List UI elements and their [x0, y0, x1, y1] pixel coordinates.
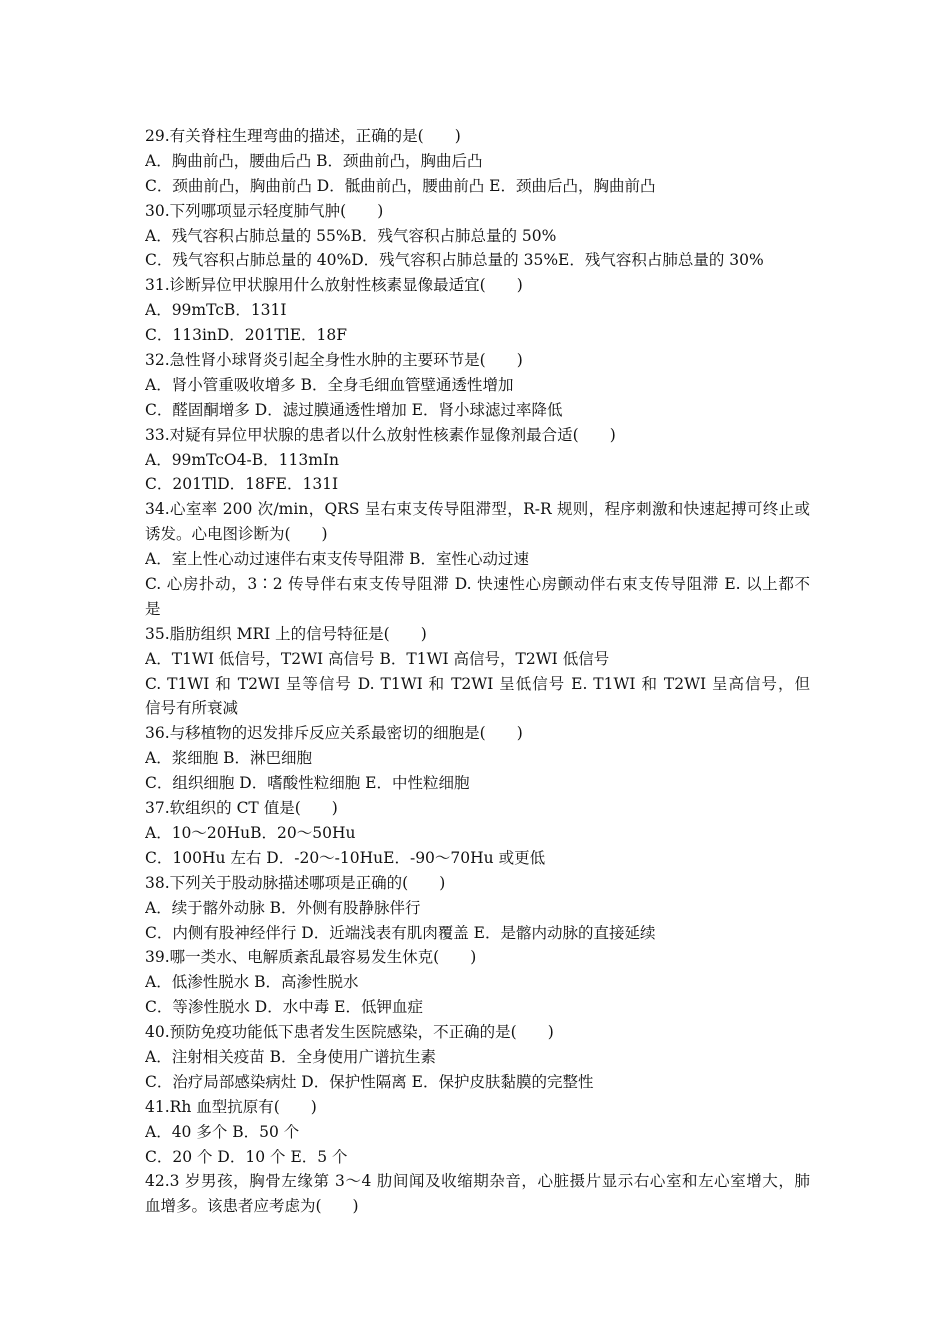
question-34-stem-line-1: 34.心室率 200 次/min，QRS 呈右束支传导阻滞型，R-R 规则，程序刺激和快速起搏可终止或 — [145, 500, 810, 519]
question-31-options-a-b: A．99mTcB．131I — [145, 301, 287, 320]
question-40-options-c-e: C．治疗局部感染病灶 D．保护性隔离 E．保护皮肤黏膜的完整性 — [145, 1072, 594, 1091]
document-page — [145, 124, 810, 1219]
question-29-options-a-b: A．胸曲前凸，腰曲后凸 B．颈曲前凸，胸曲后凸 — [145, 151, 483, 170]
question-39-options-a-b: A．低渗性脱水 B．高渗性脱水 — [145, 973, 359, 992]
question-38-stem: 38.下列关于股动脉描述哪项是正确的( ) — [145, 873, 446, 892]
question-33-options-c-e: C．201TlD．18FE．131I — [145, 475, 339, 494]
question-41-options-c-e: C．20 个 D．10 个 E．5 个 — [145, 1147, 348, 1166]
question-36-options-a-b: A．浆细胞 B．淋巴细胞 — [145, 749, 313, 768]
question-37-options-c-e: C．100Hu 左右 D．-20～-10HuE．-90～70Hu 或更低 — [145, 848, 546, 867]
question-34-options-c-e-line-2: 是 — [145, 599, 161, 618]
question-35-options-a-b: A．T1WI 低信号，T2WI 高信号 B．T1WI 高信号，T2WI 低信号 — [145, 649, 610, 668]
question-31-options-c-e: C．113inD．201TlE．18F — [145, 326, 347, 345]
question-32-options-a-b: A．肾小管重吸收增多 B．全身毛细血管壁通透性增加 — [145, 375, 514, 394]
question-40-stem: 40.预防免疫功能低下患者发生医院感染，不正确的是( ) — [145, 1023, 554, 1042]
question-30-options-c-e: C．残气容积占肺总量的 40%D．残气容积占肺总量的 35%E．残气容积占肺总量的 30% — [145, 251, 764, 270]
question-30-options-a-b: A．残气容积占肺总量的 55%B．残气容积占肺总量的 50% — [145, 226, 557, 245]
question-36-stem: 36.与移植物的迟发排斥反应关系最密切的细胞是( ) — [145, 724, 523, 743]
question-32-options-c-e: C．醛固酮增多 D．滤过膜通透性增加 E．肾小球滤过率降低 — [145, 400, 563, 419]
question-31-stem: 31.诊断异位甲状腺用什么放射性核素显像最适宜( ) — [145, 276, 523, 295]
question-34-stem-line-2: 诱发。心电图诊断为( ) — [145, 525, 328, 544]
question-33-options-a-b: A．99mTcO4-B．113mIn — [145, 450, 340, 469]
question-42-stem-line-1: 42.3 岁男孩，胸骨左缘第 3～4 肋间闻及收缩期杂音，心脏摄片显示右心室和左心室增大，肺 — [145, 1172, 810, 1191]
question-40-options-a-b: A．注射相关疫苗 B．全身使用广谱抗生素 — [145, 1047, 437, 1066]
question-34-options-a-b: A．室上性心动过速伴右束支传导阻滞 B．室性心动过速 — [145, 550, 530, 569]
question-33-stem: 33.对疑有异位甲状腺的患者以什么放射性核素作显像剂最合适( ) — [145, 425, 616, 444]
question-35-options-c-e-line-2: 信号有所衰减 — [145, 699, 239, 718]
question-38-options-c-e: C．内侧有股神经伴行 D．近端浅表有肌肉覆盖 E．是髂内动脉的直接延续 — [145, 923, 656, 942]
question-37-stem: 37.软组织的 CT 值是( ) — [145, 799, 338, 818]
question-29-stem: 29.有关脊柱生理弯曲的描述，正确的是( ) — [145, 127, 461, 145]
question-30-stem: 30.下列哪项显示轻度肺气肿( ) — [145, 201, 384, 220]
question-39-options-c-e: C．等渗性脱水 D．水中毒 E．低钾血症 — [145, 998, 423, 1017]
question-42-stem-line-2: 血增多。该患者应考虑为( ) — [145, 1197, 359, 1216]
question-38-options-a-b: A．续于髂外动脉 B．外侧有股静脉伴行 — [145, 898, 421, 917]
question-39-stem: 39.哪一类水、电解质紊乱最容易发生休克( ) — [145, 948, 477, 967]
question-35-stem: 35.脂肪组织 MRI 上的信号特征是( ) — [145, 624, 427, 643]
question-41-options-a-b: A．40 多个 B．50 个 — [145, 1122, 300, 1141]
question-32-stem: 32.急性肾小球肾炎引起全身性水肿的主要环节是( ) — [145, 351, 523, 370]
question-29-options-c-e: C．颈曲前凸，胸曲前凸 D．骶曲前凸，腰曲前凸 E．颈曲后凸，胸曲前凸 — [145, 176, 656, 195]
question-37-options-a-b: A．10～20HuB．20～50Hu — [145, 823, 356, 842]
question-35-options-c-e-line-1: C. T1WI 和 T2WI 呈等信号 D. T1WI 和 T2WI 呈低信号 E. T1WI 和 T2WI 呈高信号，但 — [145, 674, 810, 693]
question-41-stem: 41.Rh 血型抗原有( ) — [145, 1097, 317, 1116]
question-36-options-c-e: C．组织细胞 D．嗜酸性粒细胞 E．中性粒细胞 — [145, 774, 470, 793]
question-34-options-c-e-line-1: C. 心房扑动，3∶2 传导伴右束支传导阻滞 D. 快速性心房颤动伴右束支传导阻滞 E. 以上都不 — [145, 575, 810, 594]
